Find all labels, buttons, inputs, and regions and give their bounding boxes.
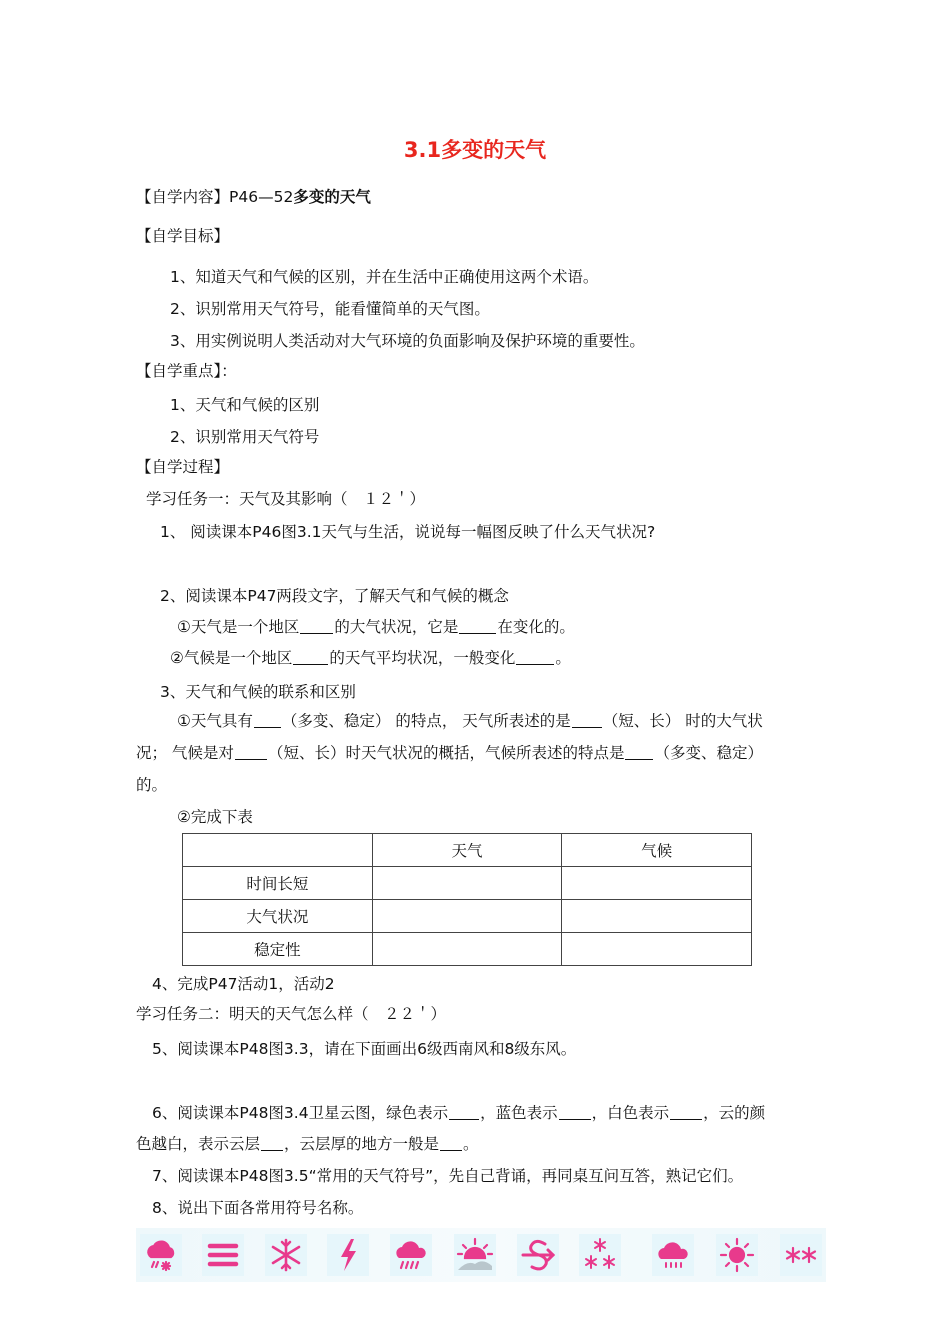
blank[interactable]: [516, 649, 554, 665]
comparison-table: [182, 833, 752, 966]
blank[interactable]: [300, 618, 333, 634]
blank[interactable]: [261, 1135, 283, 1151]
table-cell[interactable]: [562, 867, 752, 900]
question-2a: ①天气是一个地区 的大气状况，它是 在变化的。: [177, 618, 575, 636]
question-4: 4、完成P47活动1，活动2: [152, 975, 335, 993]
fog-icon: [202, 1234, 244, 1276]
weather-symbols-strip: [136, 1228, 826, 1282]
focus-label: 【自学重点】：: [136, 362, 237, 380]
task-2-heading: 学习任务二：明天的天气怎么样（ ２２＇）: [136, 1005, 447, 1023]
question-7: 7、阅读课本P48图3.5“常用的天气符号”，先自己背诵，再同桌互问互答，熟记它们。: [152, 1167, 744, 1185]
table-row-label: 大气状况: [183, 900, 373, 933]
table-row-label: 时间长短: [183, 867, 373, 900]
blank[interactable]: [235, 744, 267, 760]
content-label: 【自学内容】: [136, 188, 230, 206]
content-line: [136, 188, 371, 207]
focus-item-2: 2、识别常用天气符号: [170, 428, 320, 446]
table-header-cell: [183, 834, 373, 867]
question-3b: ②完成下表: [177, 808, 253, 826]
task-1-heading: 学习任务一：天气及其影响（ １２＇）: [146, 490, 426, 508]
content-pages: P46—52: [229, 188, 294, 206]
blank[interactable]: [449, 1104, 479, 1120]
goals-label: 【自学目标】: [136, 227, 230, 245]
snow-icon: [780, 1234, 822, 1276]
blank[interactable]: [459, 618, 496, 634]
question-1: 1、 阅读课本P46图3.1天气与生活，说说每一幅图反映了什么天气状况?: [160, 523, 656, 541]
question-6-line-2: 色越白，表示云层 ，云层厚的地方一般是 。: [136, 1135, 479, 1153]
light-rain-cloud-icon: [652, 1234, 694, 1276]
table-cell[interactable]: [562, 933, 752, 966]
content-topic: 多变的天气: [293, 188, 371, 206]
heavy-snow-icon: [579, 1234, 621, 1276]
question-6-line-1: 6、阅读课本P48图3.4卫星云图，绿色表示 ，蓝色表示 ，白色表示 ，云的颜: [152, 1104, 766, 1122]
sandstorm-icon: [517, 1234, 559, 1276]
snowflake-icon: [265, 1234, 307, 1276]
question-5: 5、阅读课本P48图3.3，请在下面画出6级西南风和8级东风。: [152, 1040, 577, 1058]
table-cell[interactable]: [562, 900, 752, 933]
blank[interactable]: [572, 712, 602, 728]
focus-item-1: 1、天气和气候的区别: [170, 396, 320, 414]
blank[interactable]: [625, 744, 653, 760]
process-label: 【自学过程】: [136, 458, 230, 476]
sleet-cloud-icon: [140, 1234, 182, 1276]
rain-cloud-icon: [390, 1234, 432, 1276]
blank[interactable]: [670, 1104, 702, 1120]
table-header-row: [183, 834, 752, 867]
page-title: 3.1多变的天气: [403, 138, 547, 162]
sun-icon: [716, 1234, 758, 1276]
lightning-icon: [327, 1234, 369, 1276]
table-row: [183, 867, 752, 900]
table-cell[interactable]: [372, 900, 562, 933]
table-row-label: 稳定性: [183, 933, 373, 966]
table-cell[interactable]: [372, 867, 562, 900]
blank[interactable]: [440, 1135, 462, 1151]
table-row: [183, 933, 752, 966]
blank[interactable]: [559, 1104, 591, 1120]
goal-item-1: 1、知道天气和气候的区别，并在生活中正确使用这两个术语。: [170, 268, 599, 286]
table-row: [183, 900, 752, 933]
blank[interactable]: [254, 712, 281, 728]
question-3a-line-2: 况； 气候是对 （短、长）时天气状况的概括，气候所表述的特点是 （多变、稳定）: [136, 744, 763, 762]
question-2: 2、阅读课本P47两段文字，了解天气和气候的概念: [160, 587, 509, 605]
table-header-cell: 天气: [372, 834, 562, 867]
question-2b: ②气候是一个地区 的天气平均状况，一般变化 。: [170, 649, 571, 667]
question-3a-line-1: ①天气具有 （多变、稳定） 的特点， 天气所表述的是 （短、长） 时的大气状: [177, 712, 763, 730]
table-cell[interactable]: [372, 933, 562, 966]
question-8: 8、说出下面各常用符号名称。: [152, 1199, 364, 1217]
blank[interactable]: [293, 649, 328, 665]
table-header-cell: 气候: [562, 834, 752, 867]
goal-item-2: 2、识别常用天气符号，能看懂简单的天气图。: [170, 300, 490, 318]
sunrise-haze-icon: [454, 1234, 496, 1276]
goal-item-3: 3、用实例说明人类活动对大气环境的负面影响及保护环境的重要性。: [170, 332, 645, 350]
question-3a-line-3: 的。: [136, 776, 168, 794]
question-3: 3、天气和气候的联系和区别: [160, 683, 356, 701]
